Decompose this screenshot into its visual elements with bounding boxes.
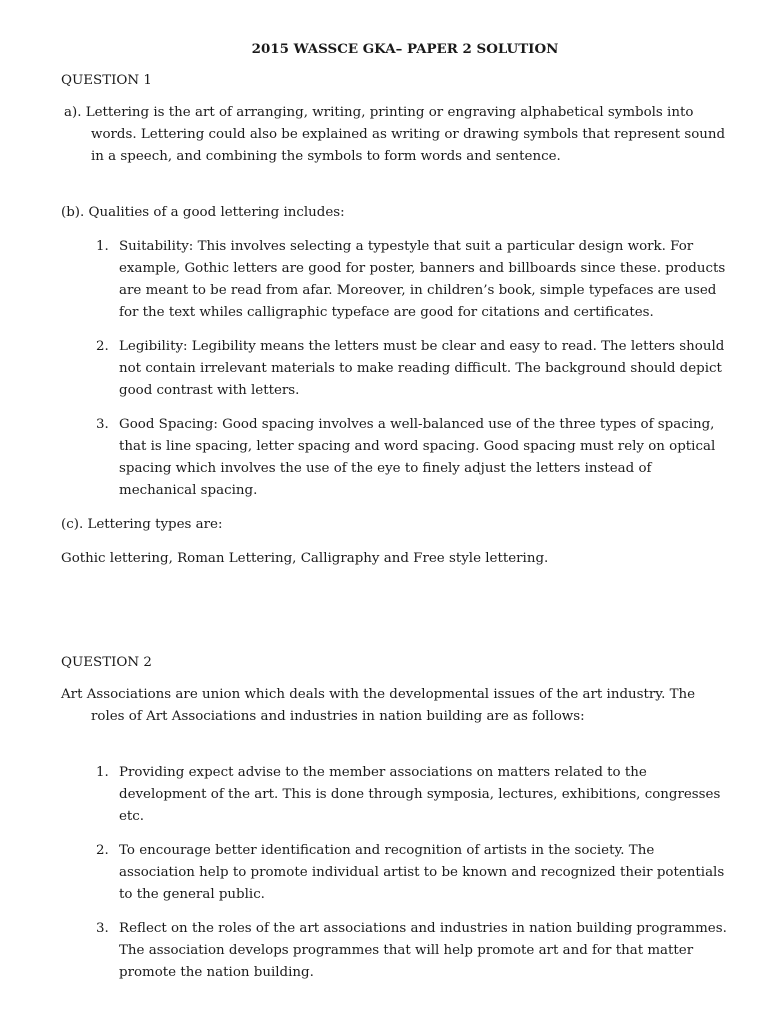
q1-part-b-heading: (b). Qualities of a good lettering includes:	[61, 205, 345, 220]
document-page	[61, 38, 731, 996]
q2-intro: Art Associations are union which deals with the developmental issues of the art industry. The roles of Art Associations and industries in nation building are as follows:	[61, 687, 696, 724]
page-title: 2015 WASSCE GKA– PAPER 2 SOLUTION	[251, 41, 559, 57]
list-item-text: Suitability: This involves selecting a typestyle that suit a particular design work. For example, Gothic letters are good for poster, banners and billboards since these. products are meant to be read from afar. Moreover, in children’s book, simple typefaces are used for the text whiles calligraphic typeface are good for citations and certificates.	[119, 239, 726, 320]
spacer	[61, 582, 731, 652]
list-item-text: Providing expect advise to the member associations on matters related to the development of the art. This is done through symposia, lectures, exhibitions, congresses etc.	[119, 765, 721, 824]
list-item	[61, 336, 731, 402]
list-item	[61, 762, 731, 828]
q1-qualities-list	[61, 236, 731, 502]
q1-part-c-heading: (c). Lettering types are:	[61, 517, 223, 532]
list-number: 2.	[96, 843, 109, 858]
q1-part-a: a). Lettering is the art of arranging, writing, printing or engraving alphabetical symbols into words. Lettering could also be explained as writing or drawing symbols that represent sound in a speech, and combining the symbols to form words and sentence.	[64, 105, 726, 164]
list-item	[61, 236, 731, 324]
list-item-text: Good Spacing: Good spacing involves a well-balanced use of the three types of spacing, that is line spacing, letter spacing and word spacing. Good spacing must rely on optical spacing which involves the use of the eye to finely adjust the letters instead of mechanical spacing.	[119, 417, 716, 498]
list-item-text: To encourage better identification and recognition of artists in the society. The association help to promote individual artist to be known and recognized their potentials to the general public.	[119, 843, 725, 902]
spacer	[61, 740, 731, 762]
q2-roles-list	[61, 762, 731, 984]
question-2-heading: QUESTION 2	[61, 655, 152, 670]
list-number: 2.	[96, 339, 109, 354]
list-number: 1.	[96, 765, 109, 780]
list-number: 3.	[96, 921, 109, 936]
list-number: 1.	[96, 239, 109, 254]
list-item	[61, 414, 731, 502]
list-number: 3.	[96, 417, 109, 432]
list-item	[61, 840, 731, 906]
question-1-heading: QUESTION 1	[61, 73, 152, 88]
list-item-text: Legibility: Legibility means the letters must be clear and easy to read. The letters should not contain irrelevant materials to make reading difficult. The background should depict good contrast with letters.	[119, 339, 725, 398]
list-item	[61, 918, 731, 984]
list-item-text: Reflect on the roles of the art associations and industries in nation building programmes. The association develops programmes that will help promote art and for that matter promote the nation building.	[119, 921, 727, 980]
q1-part-c-text: Gothic lettering, Roman Lettering, Calligraphy and Free style lettering.	[61, 551, 549, 566]
spacer	[61, 180, 731, 202]
